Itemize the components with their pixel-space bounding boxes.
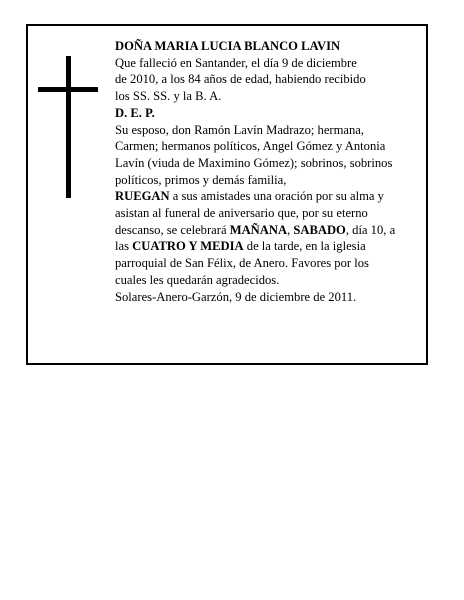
funeral-line-4	[115, 238, 423, 255]
cross-vertical-bar	[66, 56, 71, 198]
funeral-line-4-post: de la tarde, en la iglesia	[243, 239, 366, 254]
funeral-line-3-pre: descanso, se celebrará	[115, 222, 230, 237]
ruegan-word: RUEGAN	[115, 189, 170, 204]
family-line-2: Carmen; hermanos políticos, Angel Gómez y Antonia	[115, 139, 386, 154]
ruegan-rest: a sus amistades una oración por su alma y	[169, 189, 384, 204]
death-line-1: Que falleció en Santander, el día 9 de diciembre	[115, 55, 357, 70]
manana-word: MAÑANA	[229, 222, 288, 237]
closing-line-2: cuales les quedarán agradecidos.	[115, 272, 280, 287]
family-line-1: Su esposo, don Ramón Lavín Madrazo; hermana,	[115, 122, 365, 137]
funeral-line-3	[115, 222, 423, 239]
family-line-4: políticos, primos y demás familia,	[115, 172, 287, 187]
cuatro-y-media-words: CUATRO Y MEDIA	[132, 239, 244, 254]
notice-text	[115, 38, 423, 305]
death-line-2: de 2010, a los 84 años de edad, habiendo recibido	[115, 72, 366, 87]
funeral-line-1	[115, 188, 423, 205]
funeral-comma: ,	[287, 222, 294, 237]
sabado-word: SABADO	[293, 222, 346, 237]
funeral-line-2: asistan al funeral de aniversario que, por su eterno	[115, 206, 368, 221]
obituary-notice	[26, 24, 428, 365]
cross-icon	[38, 56, 98, 198]
cross-horizontal-bar	[38, 87, 98, 92]
dep-heading: D. E. P.	[115, 105, 155, 120]
funeral-line-3-post: , día 10, a	[345, 222, 396, 237]
death-line-3: los SS. SS. y la B. A.	[115, 89, 222, 104]
funeral-line-4-pre: las	[115, 239, 133, 254]
closing-line-1: parroquial de San Félix, de Anero. Favores por los	[115, 256, 369, 271]
signature-line: Solares-Anero-Garzón, 9 de diciembre de 2011.	[115, 289, 357, 304]
deceased-name: DOÑA MARIA LUCIA BLANCO LAVIN	[115, 39, 341, 53]
family-line-3: Lavín (viuda de Maximino Gómez); sobrinos, sobrinos	[115, 155, 393, 170]
